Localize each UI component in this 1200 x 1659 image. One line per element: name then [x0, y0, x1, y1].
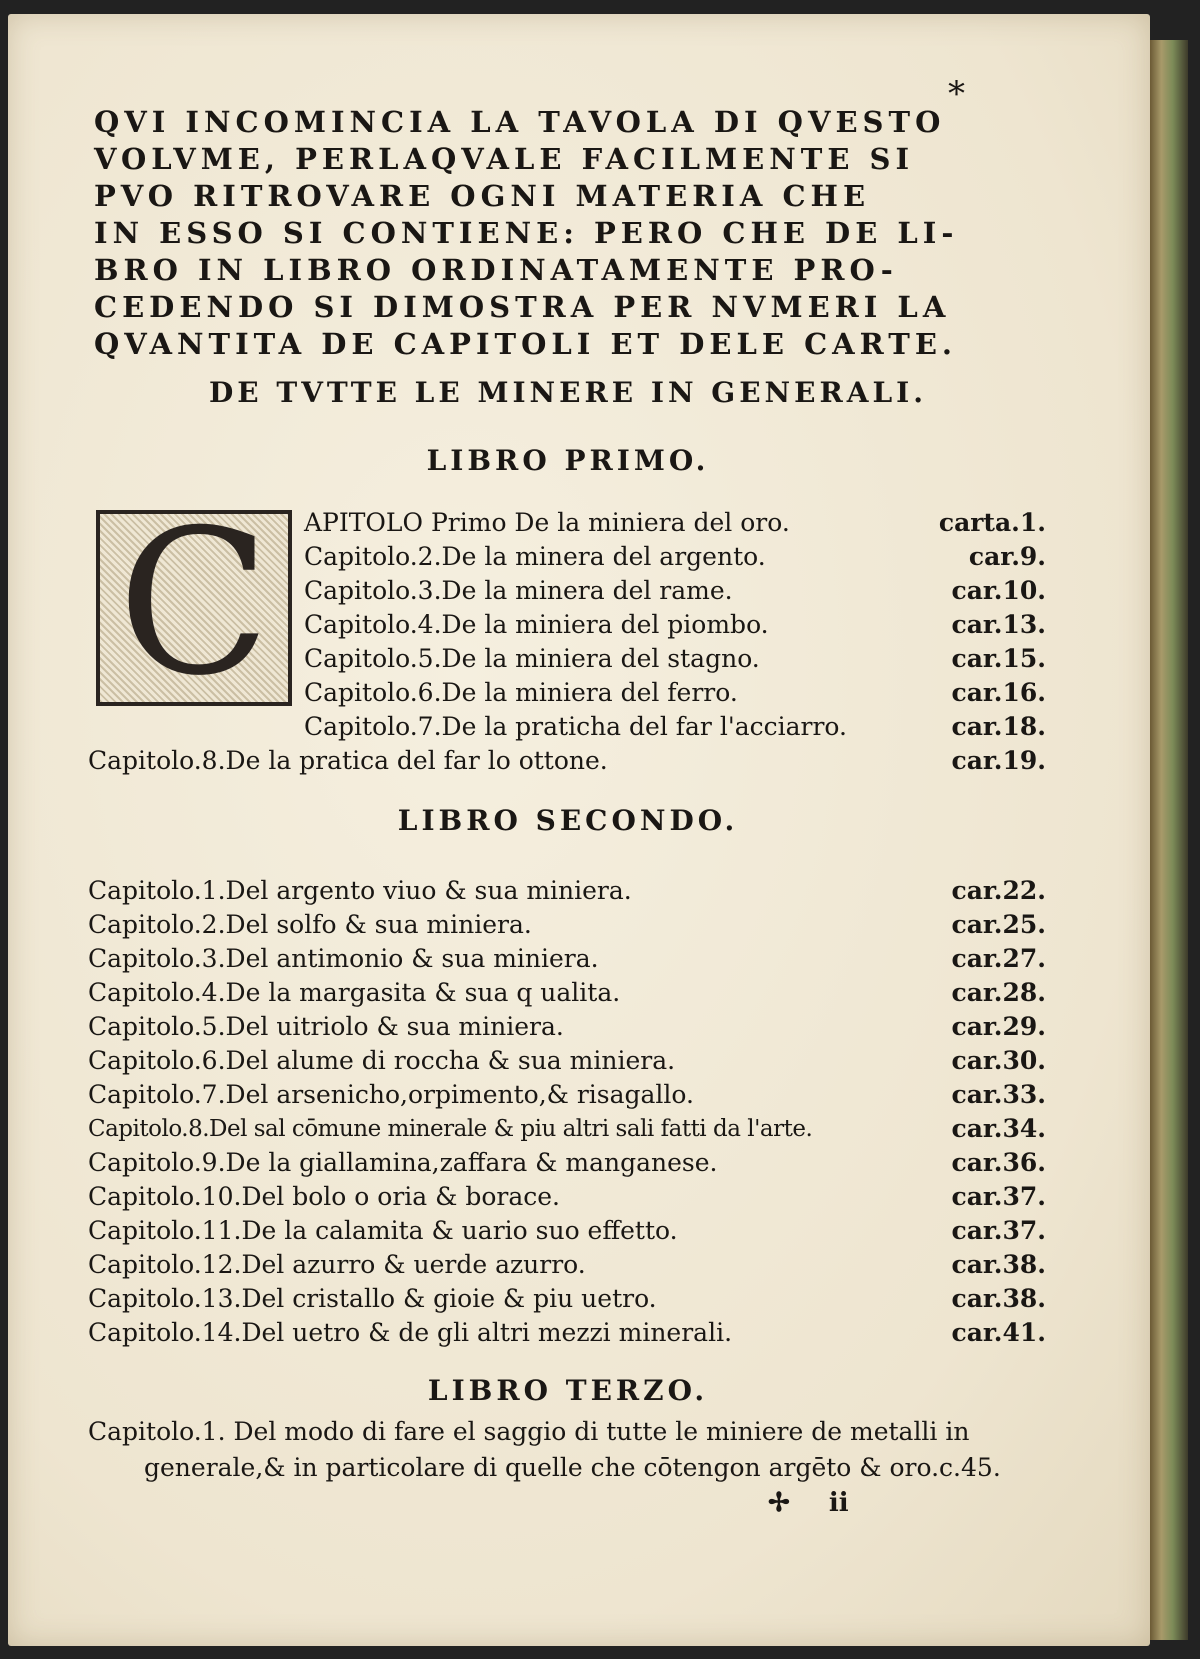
page-edge	[1150, 40, 1188, 1640]
title-line: QVI INCOMINCIA LA TAVOLA DI QVESTO	[94, 105, 946, 139]
table-entry	[304, 676, 1048, 710]
entry-text: Capitolo.4.De la miniera del piombo.	[304, 610, 769, 639]
title-line: VOLVME, PERLAQVALE FACILMENTE SI	[94, 142, 915, 176]
entry-text: Capitolo.2.Del solfo & sua miniera.	[88, 910, 532, 939]
table-entry	[88, 942, 1048, 976]
star-mark: *	[948, 74, 965, 114]
entry-text: Capitolo.13.Del cristallo & gioie & piu uetro.	[88, 1284, 657, 1313]
table-entry	[88, 1112, 1048, 1146]
table-entry	[88, 1316, 1048, 1350]
entry-text: Capitolo.6.Del alume di roccha & sua miniera.	[88, 1046, 676, 1075]
table-entry	[304, 608, 1048, 642]
entry-ref: carta.1.	[938, 508, 1046, 537]
entry-text: Capitolo.4.De la margasita & sua q ualita.	[88, 978, 621, 1007]
entry-ref: car.41.	[951, 1318, 1046, 1347]
entry-text-continued: generale,& in particolare di quelle che cōtengon argēto & oro.c.45.	[144, 1453, 1001, 1482]
book1-entries	[88, 506, 1048, 778]
entry-text: Capitolo.9.De la giallamina,zaffara & manganese.	[88, 1148, 718, 1177]
entry-ref: car.28.	[951, 978, 1046, 1007]
book2-heading: LIBRO SECONDO.	[397, 804, 739, 837]
table-entry	[304, 574, 1048, 608]
table-entry	[88, 1078, 1048, 1112]
page-footer	[768, 1488, 879, 1518]
book3-entry	[88, 1414, 1048, 1486]
entry-ref: car.36.	[951, 1148, 1046, 1177]
table-entry	[88, 1248, 1048, 1282]
entry-ref: car.25.	[951, 910, 1046, 939]
table-entry	[88, 976, 1048, 1010]
entry-text: APITOLO Primo De la miniera del oro.	[304, 508, 790, 537]
title-line: CEDENDO SI DIMOSTRA PER NVMERI LA	[94, 290, 951, 324]
entry-ref: car.27.	[951, 944, 1046, 973]
entry-text: Capitolo.7.De la praticha del far l'acciarro.	[304, 712, 847, 741]
entry-ref: car.34.	[951, 1114, 1046, 1143]
entry-ref: car.38.	[951, 1284, 1046, 1313]
entry-ref: car.37.	[951, 1216, 1046, 1245]
entry-text: Capitolo.2.De la minera del argento.	[304, 542, 766, 571]
book2-entries	[88, 874, 1048, 1350]
table-entry	[304, 710, 1048, 744]
entry-text: Capitolo.5.Del uitriolo & sua miniera.	[88, 1012, 564, 1041]
entry-ref: car.9.	[968, 542, 1046, 571]
decorated-initial-letter: C	[117, 487, 271, 720]
book-page	[8, 14, 1150, 1646]
entry-text: Capitolo.8.Del sal cōmune minerale & piu altri sali fatti da l'arte.	[88, 1116, 813, 1142]
book3-heading: LIBRO TERZO.	[427, 1374, 709, 1407]
table-entry	[88, 874, 1048, 908]
entry-ref: car.10.	[951, 576, 1046, 605]
table-entry	[88, 1010, 1048, 1044]
entry-text: Capitolo.3.De la minera del rame.	[304, 576, 733, 605]
title-line: IN ESSO SI CONTIENE: PERO CHE DE LI-	[94, 216, 959, 250]
table-entry	[304, 506, 1048, 540]
entry-text: Capitolo.6.De la miniera del ferro.	[304, 678, 738, 707]
entry-text: Capitolo.8.De la pratica del far lo ottone.	[88, 746, 608, 775]
table-entry	[304, 642, 1048, 676]
entry-ref: car.30.	[951, 1046, 1046, 1075]
table-entry	[88, 1214, 1048, 1248]
entry-text: Capitolo.5.De la miniera del stagno.	[304, 644, 760, 673]
table-entry	[88, 1146, 1048, 1180]
table-title	[94, 104, 1044, 363]
table-entry	[88, 1282, 1048, 1316]
signature-mark: ii	[828, 1488, 849, 1518]
title-line: QVANTITA DE CAPITOLI ET DELE CARTE.	[94, 327, 958, 361]
table-entry	[88, 744, 1048, 778]
entry-ref: car.22.	[951, 876, 1046, 905]
table-entry	[88, 1180, 1048, 1214]
entry-text: Capitolo.11.De la calamita & uario suo effetto.	[88, 1216, 678, 1245]
title-line: PVO RITROVARE OGNI MATERIA CHE	[94, 179, 871, 213]
entry-text: Capitolo.12.Del azurro & uerde azurro.	[88, 1250, 586, 1279]
entry-ref: car.38.	[951, 1250, 1046, 1279]
fleuron-mark: ✢	[768, 1488, 790, 1518]
entry-text: Capitolo.10.Del bolo o oria & borace.	[88, 1182, 560, 1211]
title-line: BRO IN LIBRO ORDINATAMENTE PRO-	[94, 253, 898, 287]
entry-text: Capitolo.1.Del argento viuo & sua miniera.	[88, 876, 632, 905]
entry-ref: car.13.	[951, 610, 1046, 639]
entry-ref: car.19.	[951, 746, 1046, 775]
table-entry	[304, 540, 1048, 574]
entry-text: Capitolo.1. Del modo di fare el saggio di tutte le miniere de metalli in	[88, 1417, 970, 1446]
section-subtitle: DE TVTTE LE MINERE IN GENERALI.	[208, 376, 927, 409]
table-entry	[88, 908, 1048, 942]
entry-ref: car.33.	[951, 1080, 1046, 1109]
entry-text: Capitolo.3.Del antimonio & sua miniera.	[88, 944, 599, 973]
table-entry	[88, 1044, 1048, 1078]
entry-text: Capitolo.14.Del uetro & de gli altri mezzi minerali.	[88, 1318, 733, 1347]
book1-heading: LIBRO PRIMO.	[426, 444, 710, 477]
entry-ref: car.16.	[951, 678, 1046, 707]
entry-ref: car.29.	[951, 1012, 1046, 1041]
entry-ref: car.37.	[951, 1182, 1046, 1211]
entry-ref: car.18.	[951, 712, 1046, 741]
entry-text: Capitolo.7.Del arsenicho,orpimento,& risagallo.	[88, 1080, 694, 1109]
entry-ref: car.15.	[951, 644, 1046, 673]
